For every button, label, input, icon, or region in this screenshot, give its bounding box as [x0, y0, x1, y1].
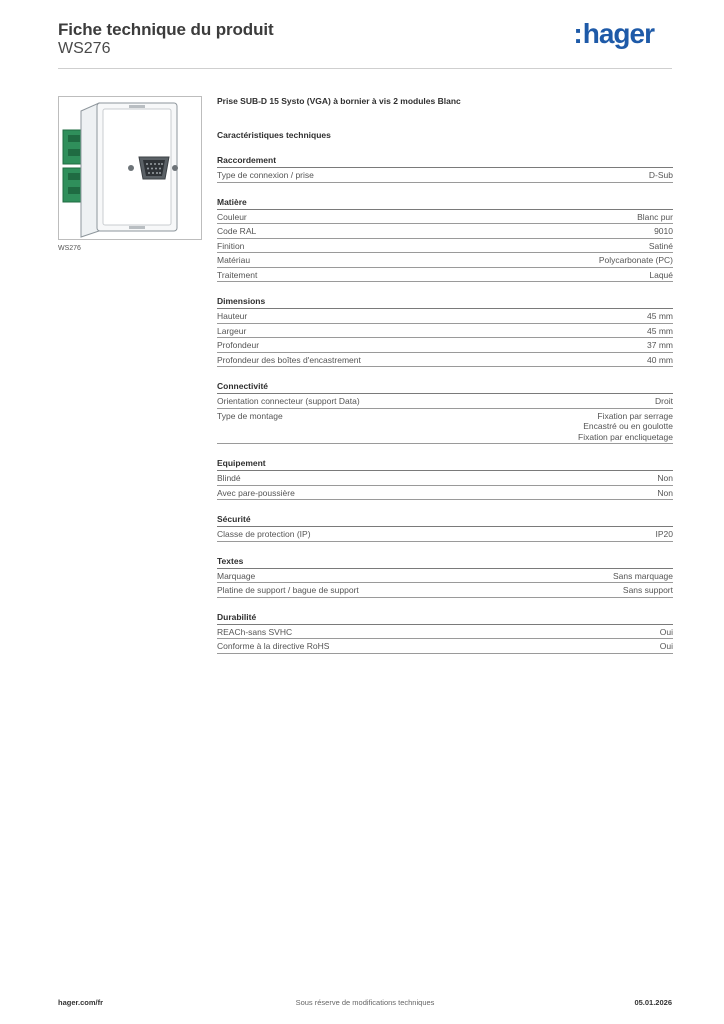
document-title: Fiche technique du produit [58, 20, 274, 39]
spec-label: Couleur [217, 211, 247, 222]
section-title: Textes [217, 555, 673, 569]
section-title: Raccordement [217, 154, 673, 168]
product-photo [58, 96, 202, 240]
spec-value: IP20 [655, 529, 673, 539]
spec-value: Blanc pur [637, 211, 673, 222]
footer-note: Sous réserve de modifications techniques [295, 998, 435, 1007]
spec-row [217, 583, 673, 598]
spec-label: Marquage [217, 570, 256, 581]
spec-row [217, 210, 673, 225]
spec-value: Sans support [622, 585, 673, 595]
product-description: Prise SUB-D 15 Systo (VGA) à bornier à vis 2 modules Blanc [217, 96, 461, 106]
spec-value: Satiné [648, 240, 673, 251]
spec-value: D-Sub [648, 170, 673, 180]
characteristics-sections [217, 154, 673, 654]
footer-website-link[interactable]: hager.com/fr [58, 998, 104, 1007]
spec-row [217, 527, 673, 542]
spec-value: 40 mm [647, 354, 673, 365]
technical-characteristics-heading: Caractéristiques techniques [217, 130, 331, 140]
spec-value: Fixation par serrage Encastré ou en goulotte Fixation par encliquetage [578, 410, 673, 442]
section-3 [217, 380, 673, 444]
spec-label: Traitement [217, 269, 258, 280]
spec-row [217, 338, 673, 353]
section-title: Dimensions [217, 295, 673, 309]
logo-text: hager [582, 18, 654, 49]
document-footer [58, 998, 672, 1010]
spec-value: Non [657, 473, 673, 483]
section-title: Durabilité [217, 611, 673, 625]
spec-row [217, 324, 673, 339]
spec-row [217, 309, 673, 324]
spec-label: Conforme à la directive RoHS [217, 641, 330, 651]
product-reference: WS276 [58, 40, 111, 57]
spec-value: 9010 [654, 226, 673, 236]
spec-value: 37 mm [647, 340, 673, 350]
section-0 [217, 154, 673, 183]
spec-label: Largeur [217, 325, 247, 336]
spec-label: Profondeur des boîtes d'encastrement [217, 354, 361, 365]
spec-label: REACh-sans SVHC [217, 626, 293, 637]
spec-label: Code RAL [217, 226, 257, 236]
logo-dots: : [573, 18, 583, 49]
spec-value: Non [657, 487, 673, 498]
spec-value: 45 mm [647, 311, 673, 321]
spec-value: Oui [659, 641, 673, 651]
spec-value: Laqué [649, 269, 673, 280]
spec-label: Matériau [217, 255, 251, 265]
spec-value: 45 mm [647, 325, 673, 336]
spec-row [217, 168, 673, 183]
spec-value: Polycarbonate (PC) [598, 255, 673, 265]
footer-date: 05.01.2026 [634, 998, 672, 1007]
section-7 [217, 611, 673, 654]
spec-label: Finition [217, 240, 245, 251]
section-title: Equipement [217, 457, 673, 471]
section-4 [217, 457, 673, 500]
spec-row [217, 268, 673, 283]
spec-row [217, 239, 673, 254]
spec-label: Orientation connecteur (support Data) [217, 396, 360, 406]
spec-row [217, 409, 673, 445]
spec-row [217, 353, 673, 368]
section-title: Sécurité [217, 513, 673, 527]
section-title: Connectivité [217, 380, 673, 394]
section-1 [217, 196, 673, 283]
spec-label: Blindé [217, 473, 241, 483]
spec-row [217, 569, 673, 584]
section-title: Matière [217, 196, 673, 210]
spec-label: Profondeur [217, 340, 260, 350]
section-2 [217, 295, 673, 367]
spec-label: Type de connexion / prise [217, 170, 314, 180]
spec-row [217, 486, 673, 501]
spec-label: Avec pare-poussière [217, 487, 295, 498]
document-header [58, 20, 672, 69]
spec-row [217, 253, 673, 268]
spec-row [217, 639, 673, 654]
section-5 [217, 513, 673, 542]
section-6 [217, 555, 673, 598]
spec-label: Classe de protection (IP) [217, 529, 311, 539]
spec-label: Hauteur [217, 311, 248, 321]
photo-caption: WS276 [58, 245, 81, 252]
spec-row [217, 394, 673, 409]
spec-row [217, 224, 673, 239]
spec-value: Droit [655, 396, 673, 406]
hager-logo[interactable] [573, 18, 654, 50]
spec-label: Platine de support / bague de support [217, 585, 359, 595]
technical-sheet [217, 95, 673, 654]
spec-value: Sans marquage [612, 570, 673, 581]
socket-module-image [59, 97, 201, 239]
spec-label: Type de montage [217, 410, 283, 421]
spec-row [217, 625, 673, 640]
spec-row [217, 471, 673, 486]
spec-value: Oui [659, 626, 673, 637]
